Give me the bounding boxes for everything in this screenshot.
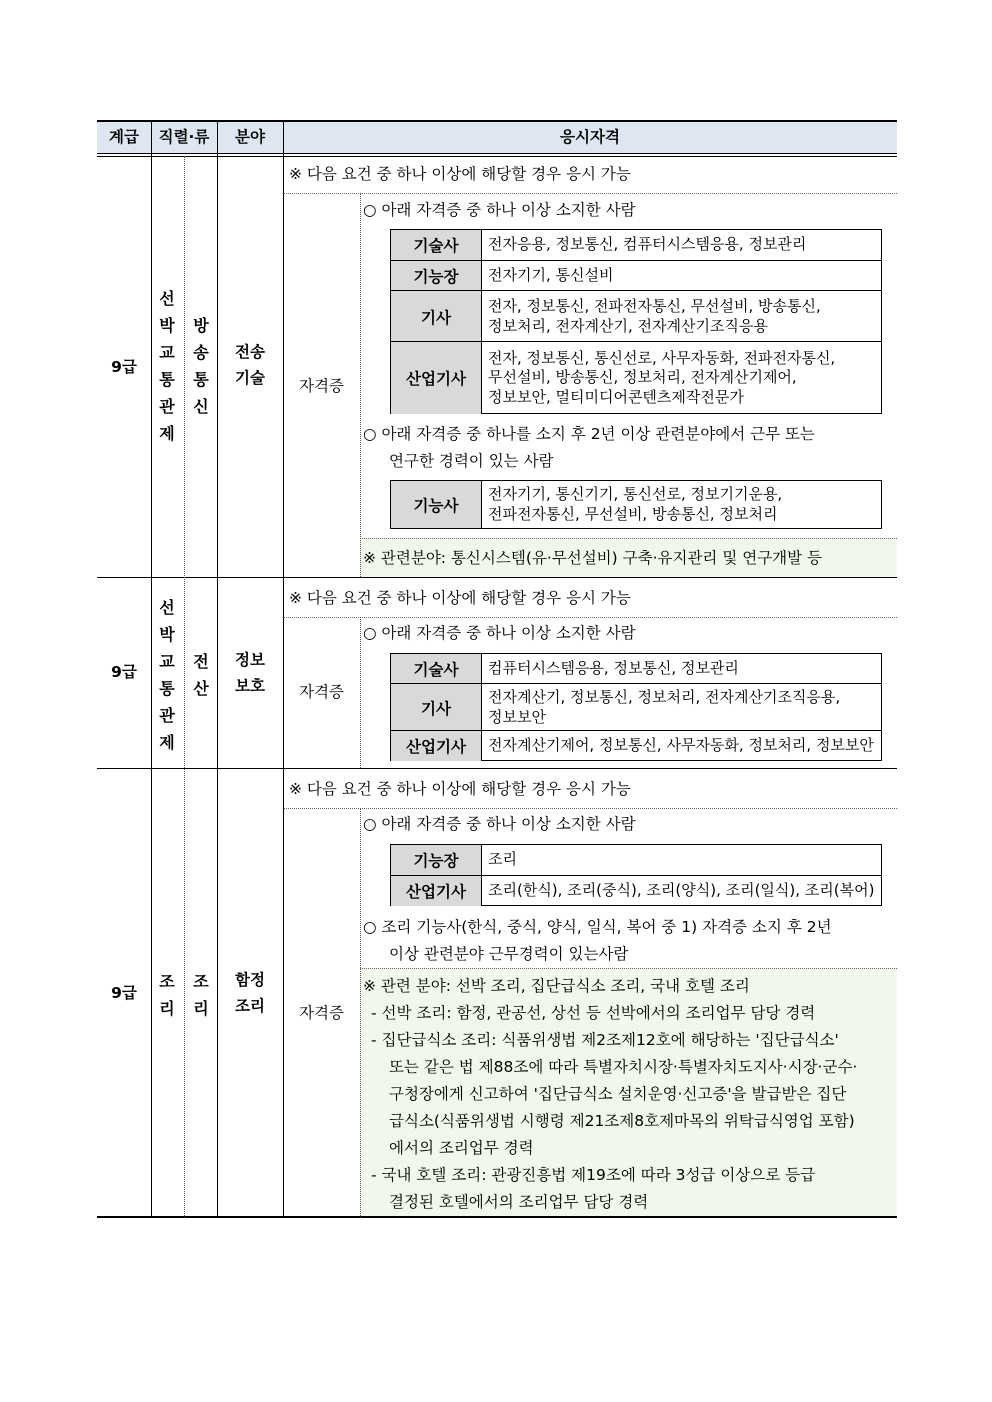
cert-row: 기능장 전자기기, 통신설비	[391, 260, 881, 291]
row2-class: 전산	[193, 652, 209, 698]
cert-row: 기능장 조리	[391, 845, 881, 875]
row1-class: 방송통신	[193, 316, 209, 416]
row3-series: 조리	[159, 972, 175, 1018]
cert-row: 산업기사 조리(한식), 조리(중식), 조리(양식), 조리(일식), 조리(복어)	[391, 875, 881, 906]
row3-related-item-cont: 에서의 조리업무 경력	[389, 1139, 534, 1157]
row3-exp-2: 이상 관련분야 근무경력이 있는사람	[389, 945, 629, 963]
row3-cert-label: 자격증	[299, 1004, 344, 1022]
row1-cert-table	[390, 229, 882, 414]
row1-field-1: 전송	[235, 343, 265, 361]
row1-exp-2: 연구한 경력이 있는 사람	[389, 452, 554, 470]
row3-grade: 9급	[111, 984, 137, 1002]
row3-any-condition: ※ 다음 요건 중 하나 이상에 해당할 경우 응시 가능	[289, 780, 631, 798]
row1-related: ※ 관련분야: 통신시스템(유·무선설비) 구축·유지관리 및 연구개발 등	[363, 549, 823, 567]
row3-cert-table	[390, 844, 882, 906]
row1-field-2: 기술	[235, 369, 265, 387]
header-grade: 계급	[109, 128, 139, 146]
header-field: 분야	[235, 128, 265, 146]
row1-series: 선박교통관제	[159, 289, 175, 443]
row3-field-1: 함정	[235, 971, 265, 989]
row3-own-one: ○ 아래 자격증 중 하나 이상 소지한 사람	[363, 815, 636, 833]
cert-row: 기술사 전자응용, 정보통신, 컴퓨터시스템응용, 정보관리	[391, 230, 881, 260]
row2-cert-table	[390, 653, 882, 761]
row3-related-item: - 집단급식소 조리: 식품위생법 제2조제12호에 해당하는 '집단급식소'	[371, 1031, 839, 1049]
row2-any-condition: ※ 다음 요건 중 하나 이상에 해당할 경우 응시 가능	[289, 589, 631, 607]
cert-row: 기사 전자, 정보통신, 전파전자통신, 무선설비, 방송통신, 정보처리, 전자계산기, 전자계산기조직응용	[391, 290, 881, 342]
row2-own-one: ○ 아래 자격증 중 하나 이상 소지한 사람	[363, 624, 636, 642]
row3-field-2: 조리	[235, 997, 265, 1015]
row2-grade: 9급	[111, 663, 137, 681]
row1-exp-1: ○ 아래 자격증 중 하나를 소지 후 2년 이상 관련분야에서 근무 또는	[363, 425, 815, 443]
row1-exp-cert-table	[390, 480, 882, 529]
row2-field-1: 정보	[235, 651, 265, 669]
row2-series: 선박교통관제	[159, 598, 175, 752]
cert-row: 기술사 컴퓨터시스템응용, 정보통신, 정보관리	[391, 654, 881, 683]
row3-related-item-cont: 결정된 호텔에서의 조리업무 담당 경력	[389, 1193, 649, 1211]
header-qualification: 응시자격	[560, 128, 620, 146]
row1-cert-label: 자격증	[299, 377, 344, 395]
row2-field-2: 보호	[235, 677, 265, 695]
qualification-table	[97, 120, 897, 1218]
cert-row: 산업기사 전자, 정보통신, 통신선로, 사무자동화, 전파전자통신, 무선설비, 방송통신, 정보처리, 전자계산기제어, 정보보안, 멀티미디어콘텐츠제작전문가	[391, 341, 881, 414]
cert-row: 산업기사 전자계산기제어, 정보통신, 사무자동화, 정보처리, 정보보안	[391, 730, 881, 761]
row1-own-one: ○ 아래 자격증 중 하나 이상 소지한 사람	[363, 201, 636, 219]
row2-cert-label: 자격증	[299, 683, 344, 701]
row3-class: 조리	[193, 972, 209, 1018]
row3-related-item-cont: 구청장에게 신고하여 '집단급식소 설치운영·신고증'을 발급받은 집단	[389, 1085, 847, 1103]
header-series: 직렬·류	[158, 128, 210, 146]
cert-row: 기능사 전자기기, 통신기기, 통신선로, 정보기기운용, 전파전자통신, 무선설비, 방송통신, 정보처리	[391, 481, 881, 528]
row3-related-item: - 선박 조리: 함정, 관공선, 상선 등 선박에서의 조리업무 담당 경력	[371, 1004, 816, 1022]
row1-any-condition: ※ 다음 요건 중 하나 이상에 해당할 경우 응시 가능	[289, 165, 631, 183]
row3-exp-1: ○ 조리 기능사(한식, 중식, 양식, 일식, 복어 중 1) 자격증 소지 후 2년	[363, 918, 832, 936]
row3-related-item: - 국내 호텔 조리: 관광진흥법 제19조에 따라 3성급 이상으로 등급	[371, 1166, 816, 1184]
row3-related-item-cont: 급식소(식품위생법 시행령 제21조제8호제마목의 위탁급식영업 포함)	[389, 1112, 855, 1130]
row3-related-item-cont: 또는 같은 법 제88조에 따라 특별자치시장·특별자치도지사·시장·군수·	[389, 1058, 858, 1076]
row3-related-title: ※ 관련 분야: 선박 조리, 집단급식소 조리, 국내 호텔 조리	[363, 977, 750, 995]
row1-grade: 9급	[111, 358, 137, 376]
cert-row: 기사 전자계산기, 정보통신, 정보처리, 전자계산기조직응용, 정보보안	[391, 683, 881, 731]
